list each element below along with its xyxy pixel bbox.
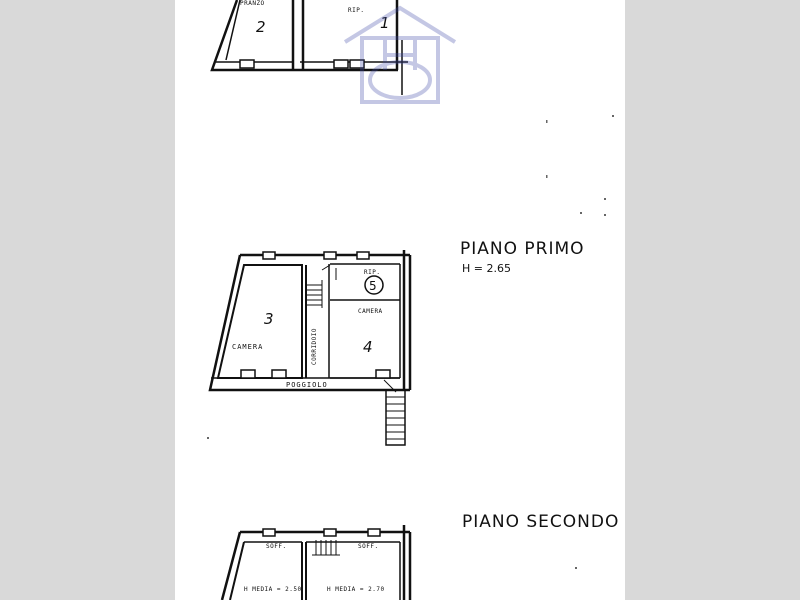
room-label-soff-left: SOFF. <box>266 543 287 550</box>
room-label-soff-right: SOFF. <box>358 543 379 550</box>
room-number-5: 5 <box>369 279 377 293</box>
room-height-left: H MEDIA = 2.50 <box>244 586 302 593</box>
room-label-pranzo: PRANZO <box>240 0 265 7</box>
floor-height-primo: H = 2.65 <box>462 262 511 275</box>
room-label-camera-4: CAMERA <box>358 308 383 315</box>
floor-title-primo: PIANO PRIMO <box>460 239 585 259</box>
room-label-corridoio: CORRIDOIO <box>311 327 318 365</box>
room-label-rip: RIP. <box>364 269 381 276</box>
house-logo-icon <box>345 8 455 102</box>
room-label-rip-top: RIP. <box>348 7 365 14</box>
top-floor-plan <box>212 0 408 95</box>
room-number-4: 4 <box>363 338 373 356</box>
floor-title-secondo: PIANO SECONDO <box>462 512 620 532</box>
room-number-1: 1 <box>380 14 390 32</box>
room-number-3: 3 <box>264 310 274 328</box>
room-label-camera-3: CAMERA <box>232 343 264 351</box>
room-label-poggiolo: POGGIOLO <box>286 381 328 389</box>
room-height-right: H MEDIA = 2.70 <box>327 586 385 593</box>
room-number-2: 2 <box>256 18 266 36</box>
